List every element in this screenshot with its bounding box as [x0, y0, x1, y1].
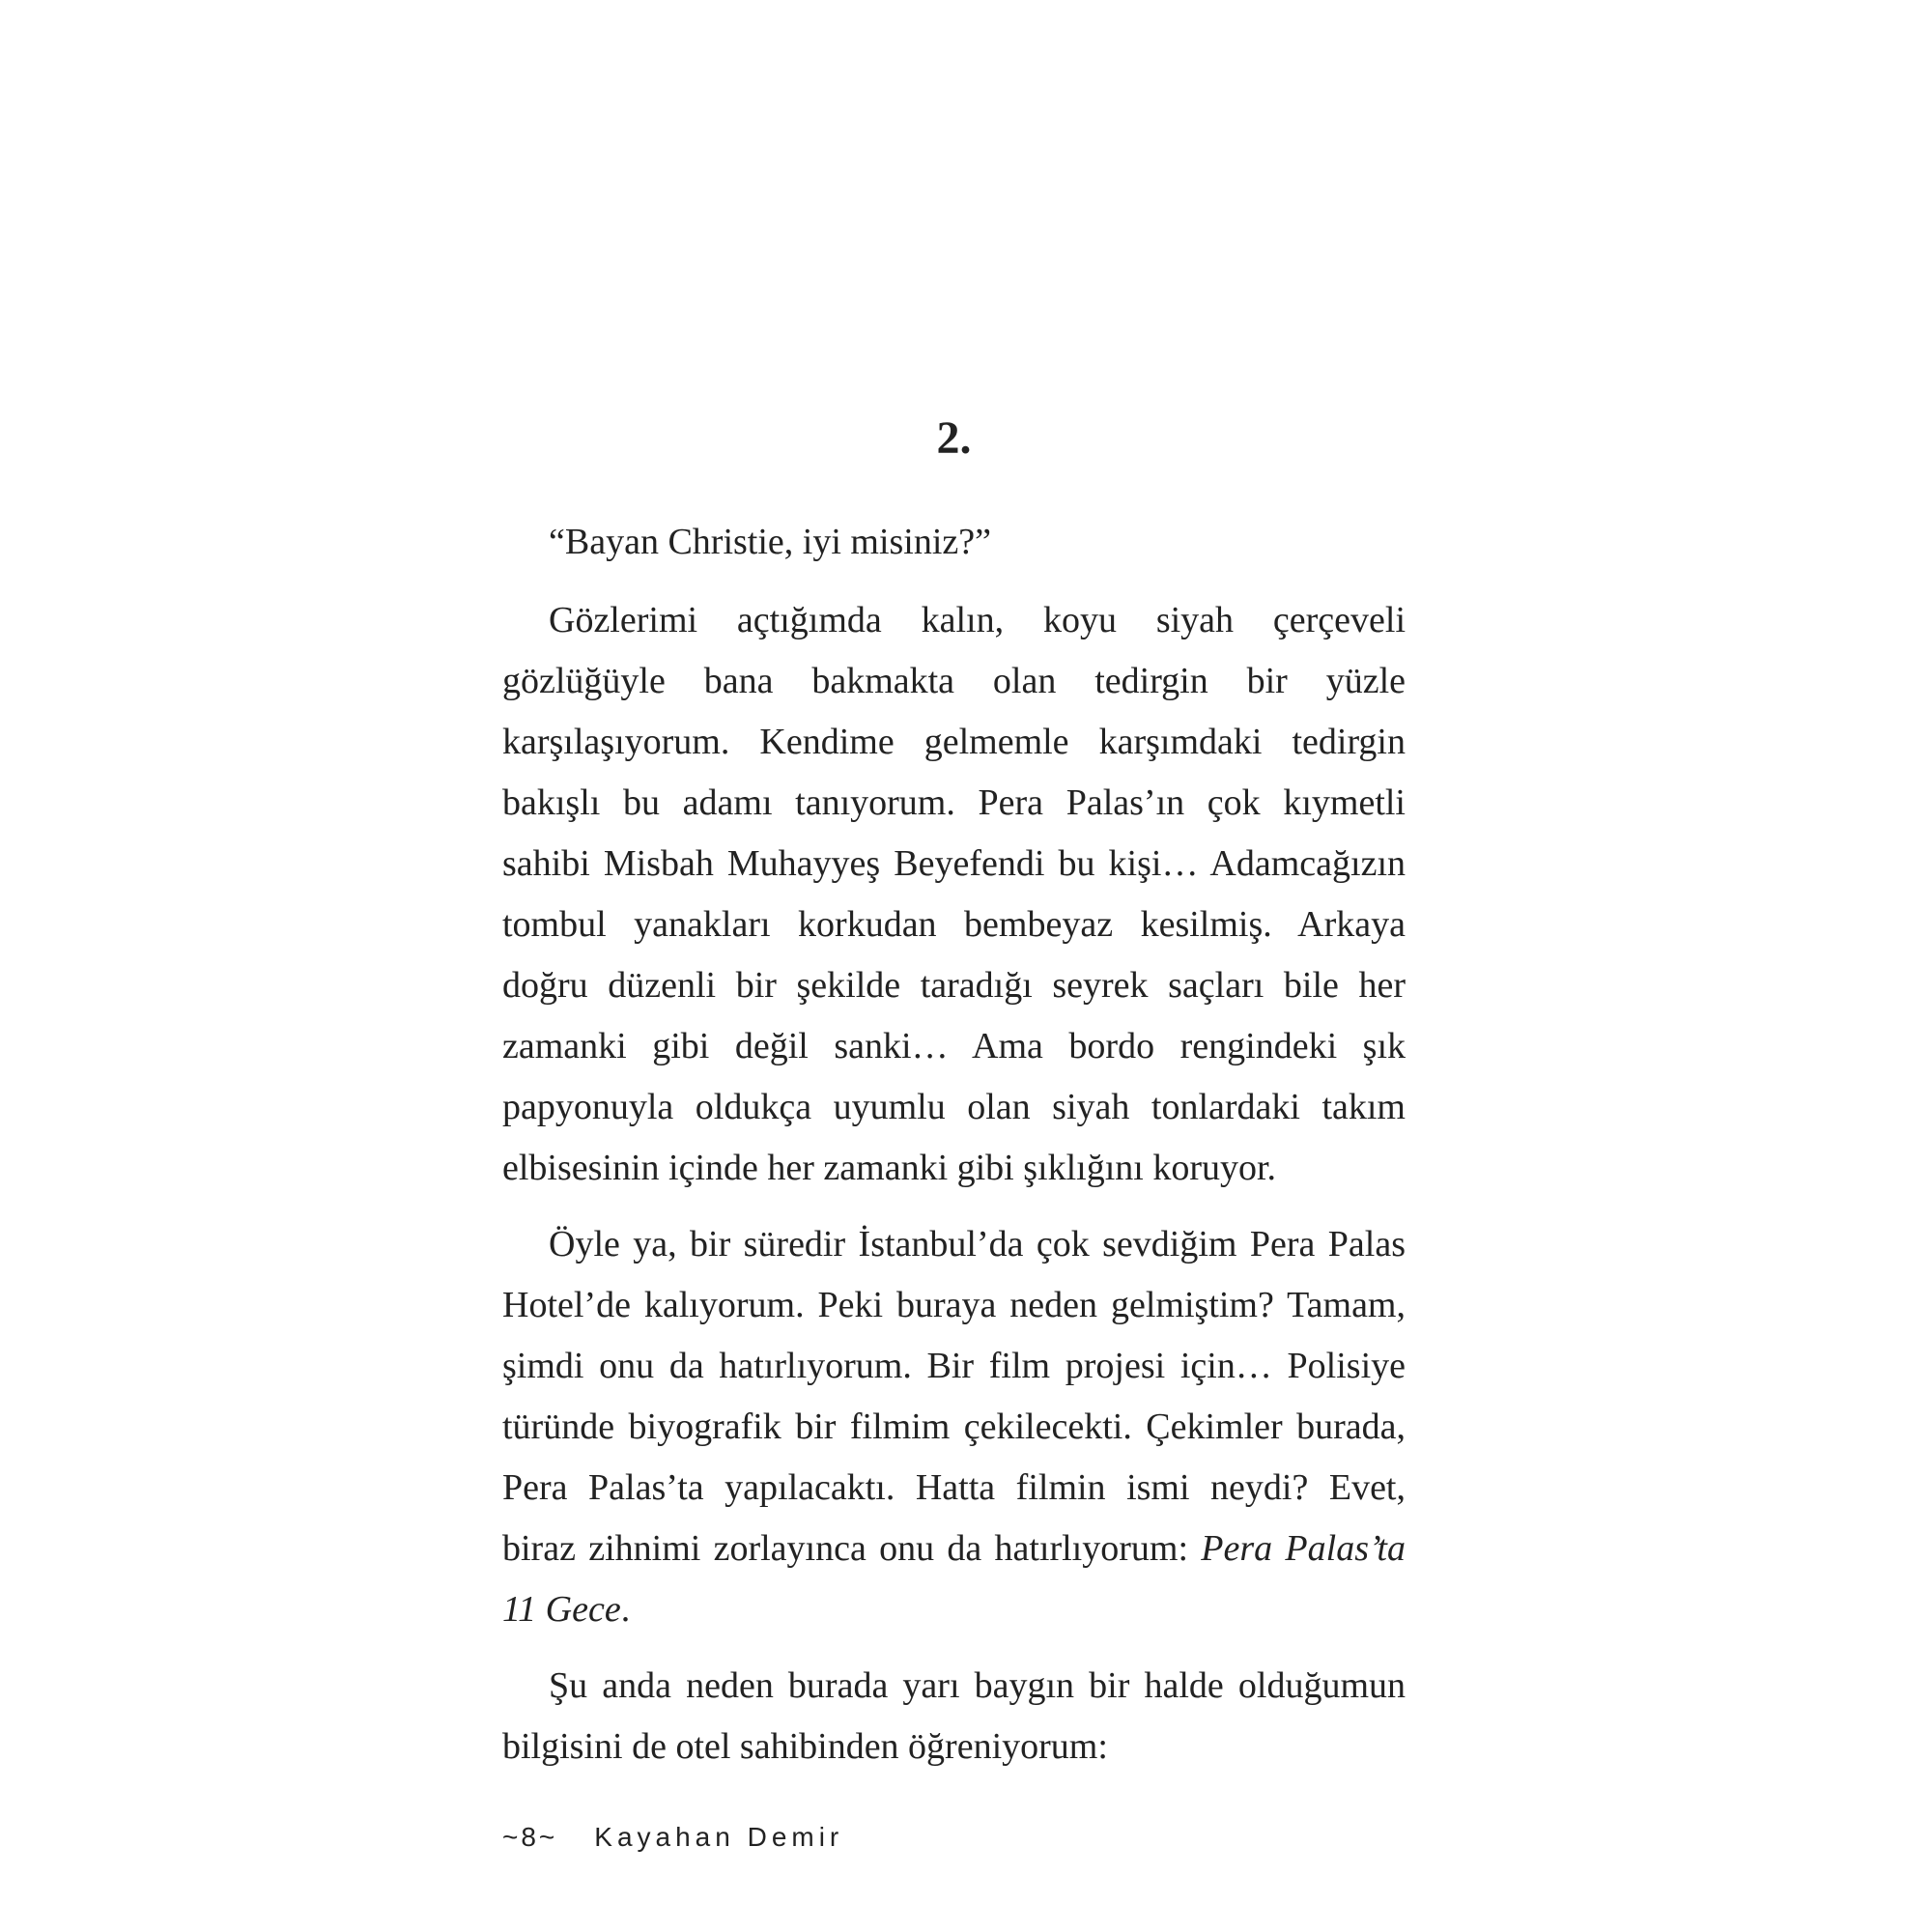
paragraph-description: Gözlerimi açtığımda kalın, koyu siyah çerçeveli gözlüğüyle bana bakmakta olan tedirgin bir yüzle karşılaşıyorum. Kendime gelmemle karşımdaki tedirgin bakışlı bu adamı tanıyorum. Pera Palas’ın çok kıymetli sahibi Misbah Muhayyeş Beyefendi bu kişi… Adamcağızın tombul yanakları korkudan bembeyaz kesilmiş. Arkaya doğru düzenli bir şekilde taradığı seyrek saçları bile her zamanki gibi değil sanki… Ama bordo rengindeki şık papyonuyla oldukça uyumlu olan siyah tonlardaki takım elbisesinin içinde her zamanki gibi şıklığını koruyor.	[502, 600, 1406, 1188]
paragraph-hotel-memory	[502, 1214, 1406, 1640]
film-title: Pera Palas’ta 11 Gece	[502, 1528, 1406, 1630]
body-text	[502, 512, 1406, 1793]
paragraph-end: .	[620, 1589, 631, 1630]
author-name: Kayahan Demir	[594, 1822, 844, 1852]
page-number: ~8~	[502, 1822, 558, 1852]
paragraph-text: Öyle ya, bir süredir İstanbul’da çok sevdiğim Pera Palas Hotel’de kalıyorum. Peki buraya neden gelmiştim? Tamam, şimdi onu da hatırlıyorum. Bir film projesi için… Polisiye türünde biyografik bir filmim çekilecekti. Çekimler burada, Pera Palas’ta yapılacaktı. Hatta filmin ismi neydi? Evet, biraz zihnimi zorlayınca onu da hatırlıyorum:	[502, 1224, 1406, 1569]
chapter-number: 2.	[936, 412, 972, 464]
paragraph-dialogue: “Bayan Christie, iyi misiniz?”	[549, 522, 992, 562]
paragraph-closing: Şu anda neden burada yarı baygın bir halde olduğumun bilgisini de otel sahibinden öğreniyorum:	[502, 1665, 1406, 1767]
page-footer	[502, 1818, 843, 1857]
